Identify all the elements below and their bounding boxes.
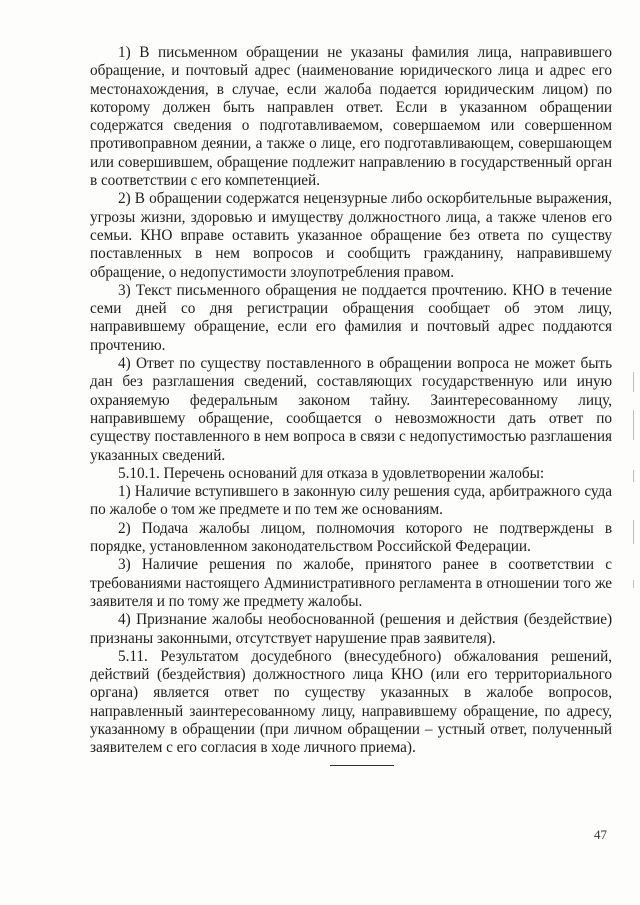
paragraph-8: 3) Наличие решения по жалобе, принятого ранее в соответствии с требованиями настоящего Административного регламента в отношении того же заявителя и по тому же предмету жалобы. [90,556,612,610]
end-divider-line [330,765,394,766]
scan-edge-mark [633,470,634,482]
page-number: 47 [594,827,607,842]
paragraph-9: 4) Признание жалобы необоснованной (решения и действия (бездействие) признаны законными, отсутствует нарушение прав заявителя). [90,611,612,647]
paragraph-2: 2) В обращении содержатся нецензурные либо оскорбительные выражения, угрозы жизни, здоровью и имуществу должностного лица, а также членов его семьи. КНО вправе оставить указанное обращение без ответа по существу поставленных в нем вопросов и сообщить гражданину, направившему обращение, о недопустимости злоупотребления правом. [90,190,612,281]
scan-edge-mark [633,580,634,588]
paragraph-7: 2) Подача жалобы лицом, полномочия которого не подтверждены в порядке, установленном законодательством Российской Федерации. [90,519,612,556]
section-5-11: 5.11. Результатом досудебного (внесудебного) обжалования решений, действий (бездействия) должностного лица КНО (или его территориального органа) является ответ по существу указанных в жалобе вопросов, направленный заинтересованному лицу, направившему обращение, по адресу, указанному в обращении (при личном обращении – устный ответ, полученный заявителем с его согласия в ходе личного приема). [90,647,612,757]
body-text [90,44,612,758]
scan-edge-mark [633,410,634,440]
section-heading-5-10-1: 5.10.1. Перечень оснований для отказа в удовлетворении жалобы: [118,464,545,482]
scan-edge-mark [633,520,634,544]
paragraph-4: 4) Ответ по существу поставленного в обращении вопроса не может быть дан без разглашения сведений, составляющих государственную или иную охраняемую федеральным законом тайну. Заинтересованному лицу, направившему обращение, сообщается о невозможности дать ответ по существу поставленного в нем вопроса в связи с недопустимостью разглашения указанных сведений. [90,355,612,464]
paragraph-1: 1) В письменном обращении не указаны фамилия лица, направившего обращение, и почтовый адрес (наименование юридического лица и адрес его местонахождения, в случае, если жалоба подается юридическим лицом) по которому должен быть направлен ответ. Если в указанном обращении содержатся сведения о подготавливаемом, совершаемом или совершенном противоправном деянии, а также о лице, его подготавливающем, совершающем или совершившем, обращение подлежит направлению в государственный орган в соответствии с его компетенцией. [90,44,612,190]
paragraph-6: 1) Наличие вступившего в законную силу решения суда, арбитражного суда по жалобе о том же предмете и по тем же основаниям. [90,483,612,519]
paragraph-3: 3) Текст письменного обращения не поддается прочтению. КНО в течение семи дней со дня регистрации обращения сообщает об этом лицу, направившему обращение, если его фамилия и почтовый адрес поддаются прочтению. [90,281,612,354]
scan-edge-mark [633,372,634,392]
